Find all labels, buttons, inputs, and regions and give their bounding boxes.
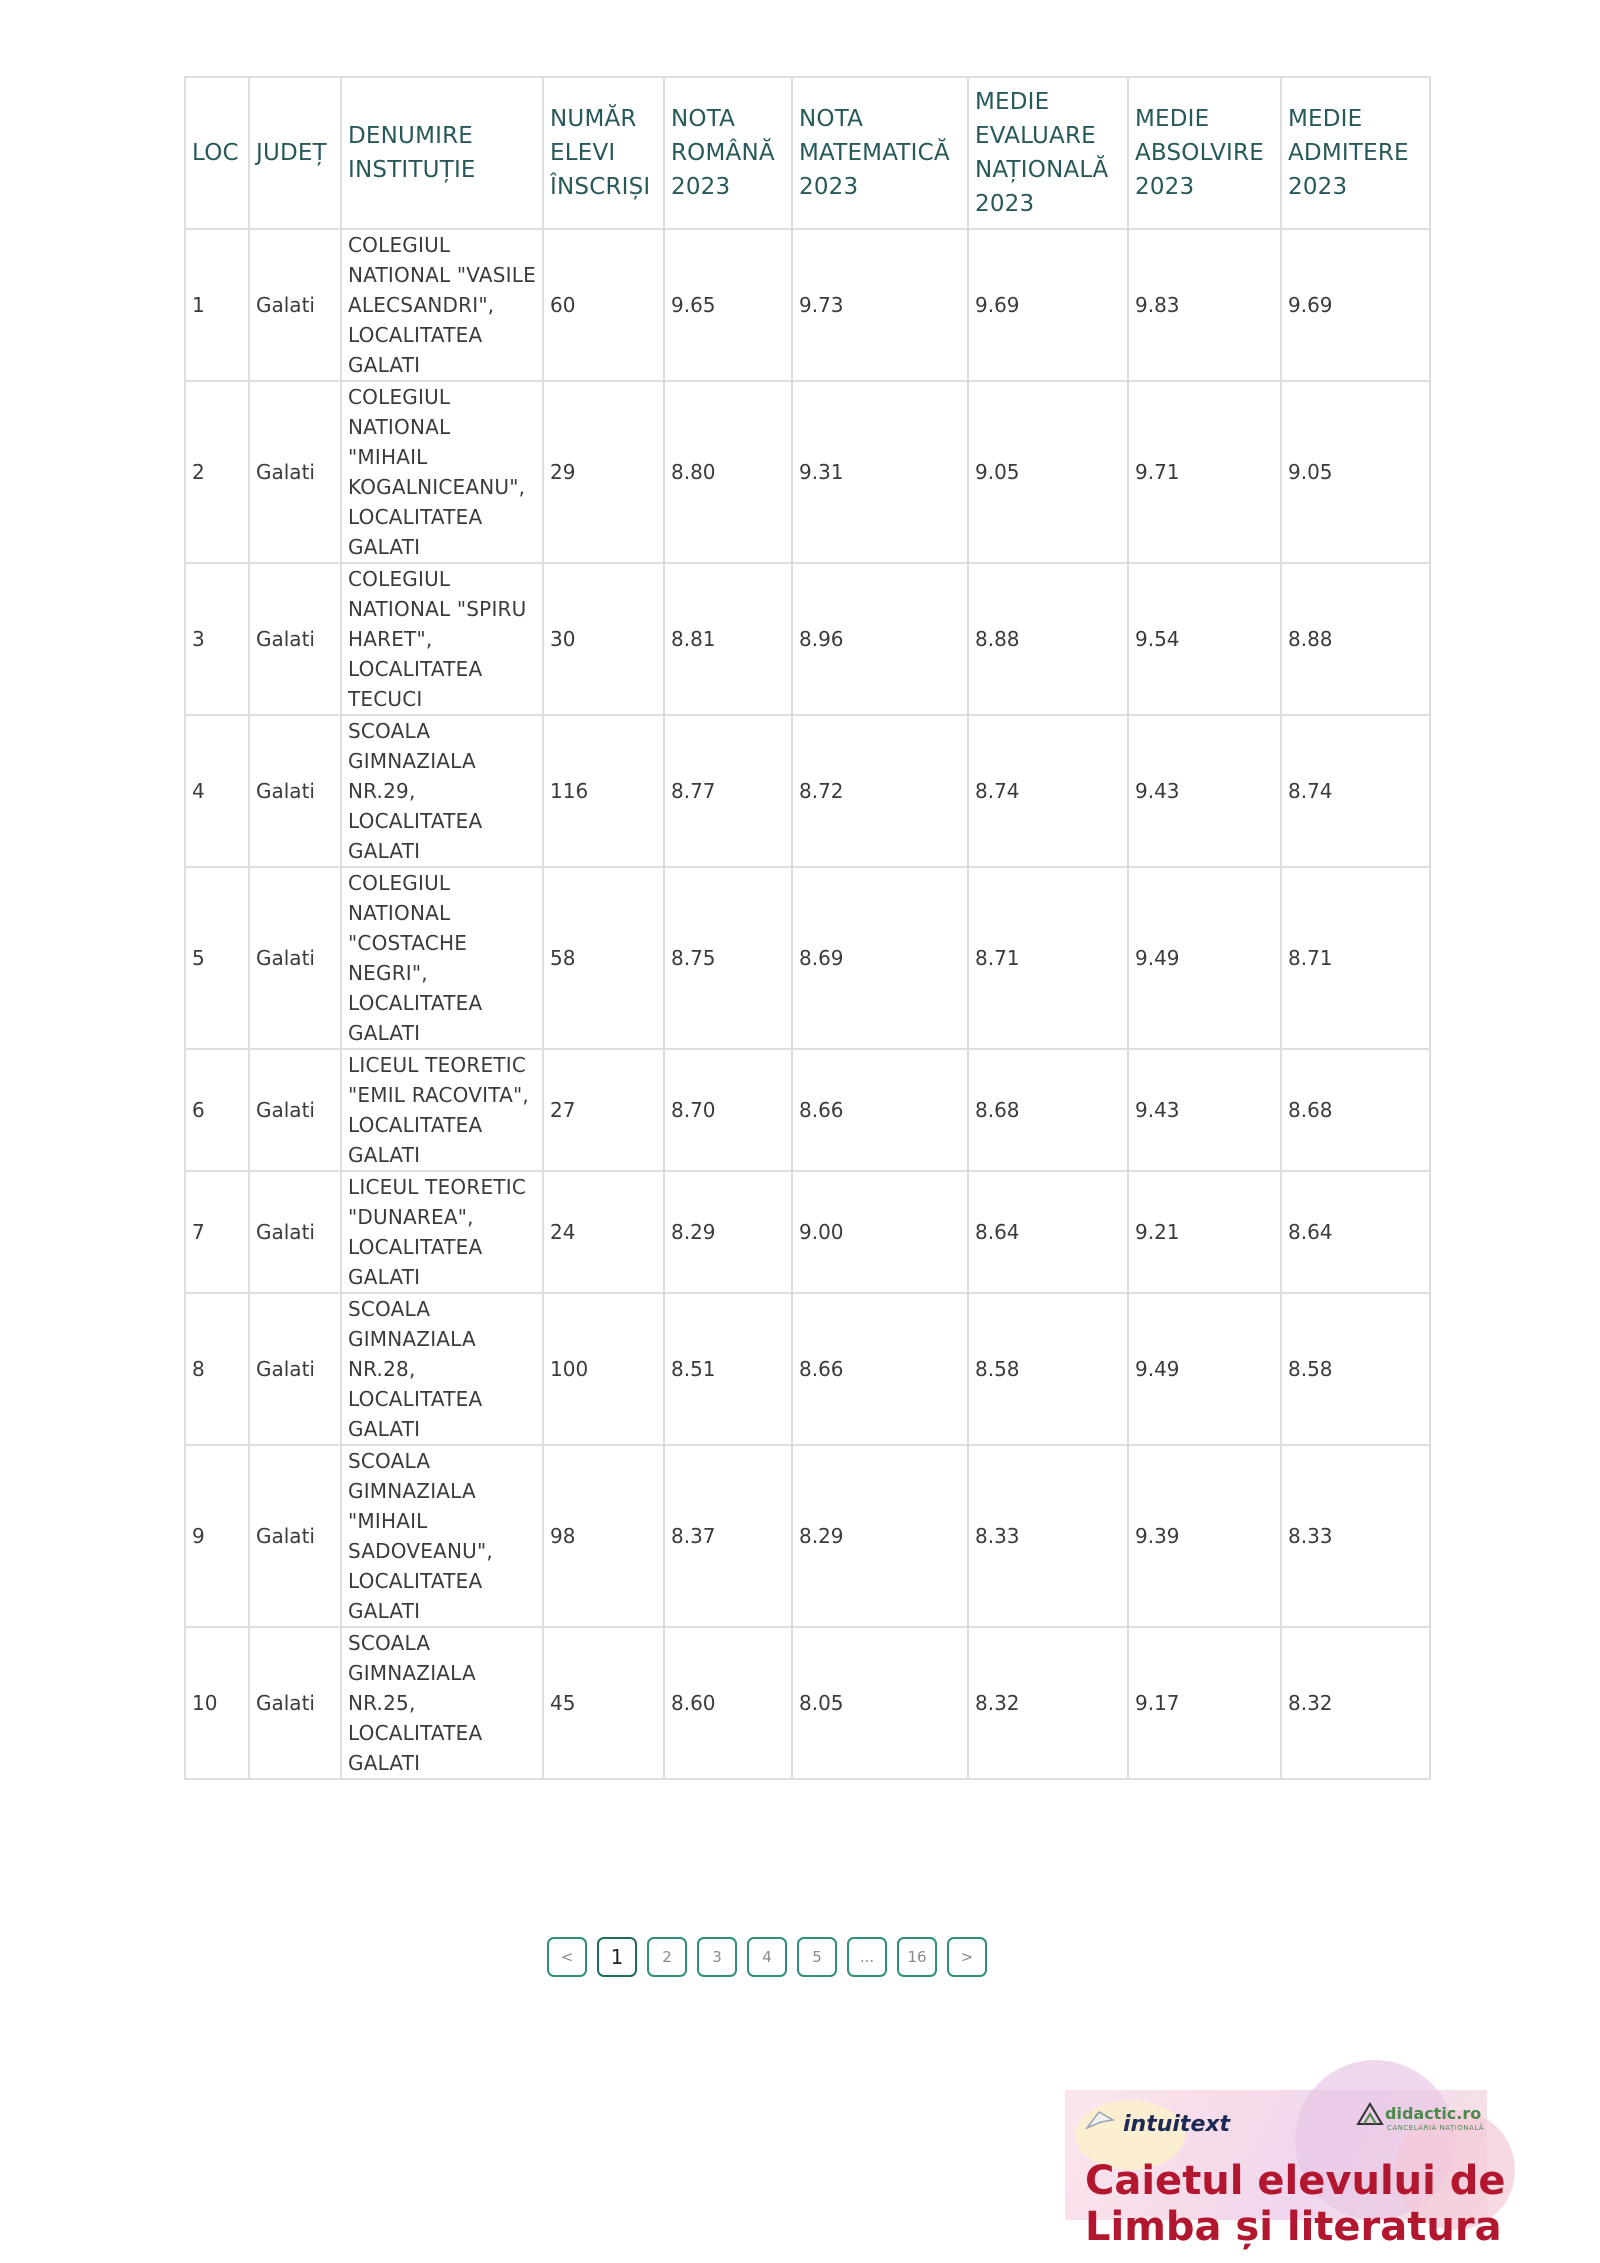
- table-row: [185, 1445, 1430, 1627]
- cell-institution: SCOALA GIMNAZIALA "MIHAIL SADOVEANU", LOCALITATEA GALATI: [341, 1445, 543, 1627]
- cell-nota-romana: 8.29: [664, 1171, 792, 1293]
- cell-institution: COLEGIUL NATIONAL "COSTACHE NEGRI", LOCALITATEA GALATI: [341, 867, 543, 1049]
- cell-institution: LICEUL TEORETIC "EMIL RACOVITA", LOCALITATEA GALATI: [341, 1049, 543, 1171]
- header-loc: LOC: [185, 77, 249, 229]
- cell-medie-admitere: 8.58: [1281, 1293, 1430, 1445]
- cell-medie-admitere: 8.88: [1281, 563, 1430, 715]
- cell-loc: 6: [185, 1049, 249, 1171]
- cell-loc: 3: [185, 563, 249, 715]
- page-button-16[interactable]: 16: [897, 1937, 937, 1977]
- cell-judet: Galati: [249, 867, 341, 1049]
- cell-medie-admitere: 8.32: [1281, 1627, 1430, 1779]
- cell-medie-evaluare: 8.32: [968, 1627, 1128, 1779]
- cell-medie-evaluare: 8.58: [968, 1293, 1128, 1445]
- cell-institution: SCOALA GIMNAZIALA NR.29, LOCALITATEA GALATI: [341, 715, 543, 867]
- cell-medie-evaluare: 8.64: [968, 1171, 1128, 1293]
- cell-medie-admitere: 8.68: [1281, 1049, 1430, 1171]
- cell-loc: 4: [185, 715, 249, 867]
- cell-institution: COLEGIUL NATIONAL "VASILE ALECSANDRI", LOCALITATEA GALATI: [341, 229, 543, 381]
- banner-caption-line2: Limba și literatura: [1085, 2204, 1502, 2250]
- cell-nota-matematica: 8.66: [792, 1049, 968, 1171]
- cell-institution: COLEGIUL NATIONAL "MIHAIL KOGALNICEANU", LOCALITATEA GALATI: [341, 381, 543, 563]
- cell-nota-romana: 8.37: [664, 1445, 792, 1627]
- cell-loc: 7: [185, 1171, 249, 1293]
- cell-numar-elevi: 27: [543, 1049, 664, 1171]
- cell-loc: 8: [185, 1293, 249, 1445]
- header-denumire: DENUMIRE INSTITUȚIE: [341, 77, 543, 229]
- prev-page-button[interactable]: <: [547, 1937, 587, 1977]
- cell-loc: 1: [185, 229, 249, 381]
- cell-nota-romana: 8.75: [664, 867, 792, 1049]
- cell-judet: Galati: [249, 381, 341, 563]
- page-button-1[interactable]: 1: [597, 1937, 637, 1977]
- cell-numar-elevi: 60: [543, 229, 664, 381]
- cell-nota-matematica: 8.96: [792, 563, 968, 715]
- cell-medie-admitere: 8.33: [1281, 1445, 1430, 1627]
- cell-medie-evaluare: 8.68: [968, 1049, 1128, 1171]
- table-row: [185, 381, 1430, 563]
- table-row: [185, 1049, 1430, 1171]
- cell-judet: Galati: [249, 229, 341, 381]
- cell-medie-absolvire: 9.54: [1128, 563, 1281, 715]
- cell-medie-evaluare: 9.05: [968, 381, 1128, 563]
- cell-loc: 10: [185, 1627, 249, 1779]
- cell-judet: Galati: [249, 1445, 341, 1627]
- cell-judet: Galati: [249, 563, 341, 715]
- ranking-table: [184, 76, 1431, 1780]
- cell-nota-matematica: 9.73: [792, 229, 968, 381]
- cell-nota-matematica: 9.31: [792, 381, 968, 563]
- cell-medie-admitere: 9.05: [1281, 381, 1430, 563]
- cell-loc: 9: [185, 1445, 249, 1627]
- cell-medie-evaluare: 8.74: [968, 715, 1128, 867]
- page-button-4[interactable]: 4: [747, 1937, 787, 1977]
- cell-numar-elevi: 58: [543, 867, 664, 1049]
- table-row: [185, 1627, 1430, 1779]
- table-row: [185, 1293, 1430, 1445]
- cell-numar-elevi: 100: [543, 1293, 664, 1445]
- header-numar-elevi: NUMĂR ELEVI ÎNSCRIȘI: [543, 77, 664, 229]
- cell-medie-evaluare: 8.33: [968, 1445, 1128, 1627]
- cell-numar-elevi: 30: [543, 563, 664, 715]
- cell-institution: LICEUL TEORETIC "DUNAREA", LOCALITATEA GALATI: [341, 1171, 543, 1293]
- table-row: [185, 229, 1430, 381]
- didactic-logo: didactic.ro: [1385, 2104, 1482, 2123]
- cell-numar-elevi: 29: [543, 381, 664, 563]
- cell-nota-matematica: 8.69: [792, 867, 968, 1049]
- cell-nota-romana: 8.70: [664, 1049, 792, 1171]
- table-header-row: [185, 77, 1430, 229]
- banner-caption-line1: Caietul elevului de: [1085, 2158, 1506, 2204]
- pagination: [547, 1937, 987, 1981]
- cell-nota-matematica: 8.72: [792, 715, 968, 867]
- page-button-3[interactable]: 3: [697, 1937, 737, 1977]
- cell-institution: COLEGIUL NATIONAL "SPIRU HARET", LOCALITATEA TECUCI: [341, 563, 543, 715]
- cell-nota-romana: 8.80: [664, 381, 792, 563]
- page-button-5[interactable]: 5: [797, 1937, 837, 1977]
- cell-nota-romana: 8.77: [664, 715, 792, 867]
- cell-medie-absolvire: 9.49: [1128, 1293, 1281, 1445]
- cell-numar-elevi: 24: [543, 1171, 664, 1293]
- cell-nota-romana: 8.51: [664, 1293, 792, 1445]
- table-row: [185, 563, 1430, 715]
- cell-medie-absolvire: 9.43: [1128, 715, 1281, 867]
- cell-medie-evaluare: 9.69: [968, 229, 1128, 381]
- page-button-2[interactable]: 2: [647, 1937, 687, 1977]
- cell-nota-romana: 8.81: [664, 563, 792, 715]
- cell-loc: 5: [185, 867, 249, 1049]
- cell-medie-admitere: 8.64: [1281, 1171, 1430, 1293]
- cell-medie-absolvire: 9.71: [1128, 381, 1281, 563]
- cell-medie-absolvire: 9.43: [1128, 1049, 1281, 1171]
- next-page-button[interactable]: >: [947, 1937, 987, 1977]
- promo-banner[interactable]: [1065, 2090, 1506, 2250]
- cell-medie-evaluare: 8.88: [968, 563, 1128, 715]
- table-row: [185, 715, 1430, 867]
- cell-institution: SCOALA GIMNAZIALA NR.25, LOCALITATEA GALATI: [341, 1627, 543, 1779]
- cell-medie-admitere: 9.69: [1281, 229, 1430, 381]
- header-judet: JUDEȚ: [249, 77, 341, 229]
- table-body: [185, 229, 1430, 1779]
- cell-nota-romana: 8.60: [664, 1627, 792, 1779]
- cell-judet: Galati: [249, 715, 341, 867]
- header-medie-evaluare: MEDIE EVALUARE NAȚIONALĂ 2023: [968, 77, 1128, 229]
- header-nota-matematica: NOTA MATEMATICĂ 2023: [792, 77, 968, 229]
- intuitext-logo-icon: [1085, 2108, 1115, 2134]
- cell-numar-elevi: 45: [543, 1627, 664, 1779]
- table-row: [185, 1171, 1430, 1293]
- header-nota-romana: NOTA ROMÂNĂ 2023: [664, 77, 792, 229]
- cell-nota-matematica: 8.29: [792, 1445, 968, 1627]
- cell-nota-matematica: 8.05: [792, 1627, 968, 1779]
- cell-judet: Galati: [249, 1049, 341, 1171]
- cell-judet: Galati: [249, 1627, 341, 1779]
- cell-loc: 2: [185, 381, 249, 563]
- cell-judet: Galati: [249, 1293, 341, 1445]
- cell-medie-admitere: 8.71: [1281, 867, 1430, 1049]
- header-medie-admitere: MEDIE ADMITERE 2023: [1281, 77, 1430, 229]
- intuitext-logo: intuitext: [1123, 2112, 1231, 2137]
- cell-judet: Galati: [249, 1171, 341, 1293]
- cell-medie-absolvire: 9.49: [1128, 867, 1281, 1049]
- cell-medie-absolvire: 9.39: [1128, 1445, 1281, 1627]
- cell-nota-matematica: 8.66: [792, 1293, 968, 1445]
- page-ellipsis: ...: [847, 1937, 887, 1977]
- cell-medie-absolvire: 9.21: [1128, 1171, 1281, 1293]
- didactic-logo-icon: [1355, 2100, 1385, 2128]
- cell-medie-absolvire: 9.83: [1128, 229, 1281, 381]
- cell-medie-evaluare: 8.71: [968, 867, 1128, 1049]
- didactic-logo-subtitle: CANCELARIA NAȚIONALĂ: [1387, 2124, 1485, 2132]
- cell-numar-elevi: 116: [543, 715, 664, 867]
- cell-medie-admitere: 8.74: [1281, 715, 1430, 867]
- cell-nota-matematica: 9.00: [792, 1171, 968, 1293]
- table-row: [185, 867, 1430, 1049]
- cell-nota-romana: 9.65: [664, 229, 792, 381]
- cell-numar-elevi: 98: [543, 1445, 664, 1627]
- cell-medie-absolvire: 9.17: [1128, 1627, 1281, 1779]
- header-medie-absolvire: MEDIE ABSOLVIRE 2023: [1128, 77, 1281, 229]
- banner-caption: [1085, 2158, 1506, 2250]
- cell-institution: SCOALA GIMNAZIALA NR.28, LOCALITATEA GALATI: [341, 1293, 543, 1445]
